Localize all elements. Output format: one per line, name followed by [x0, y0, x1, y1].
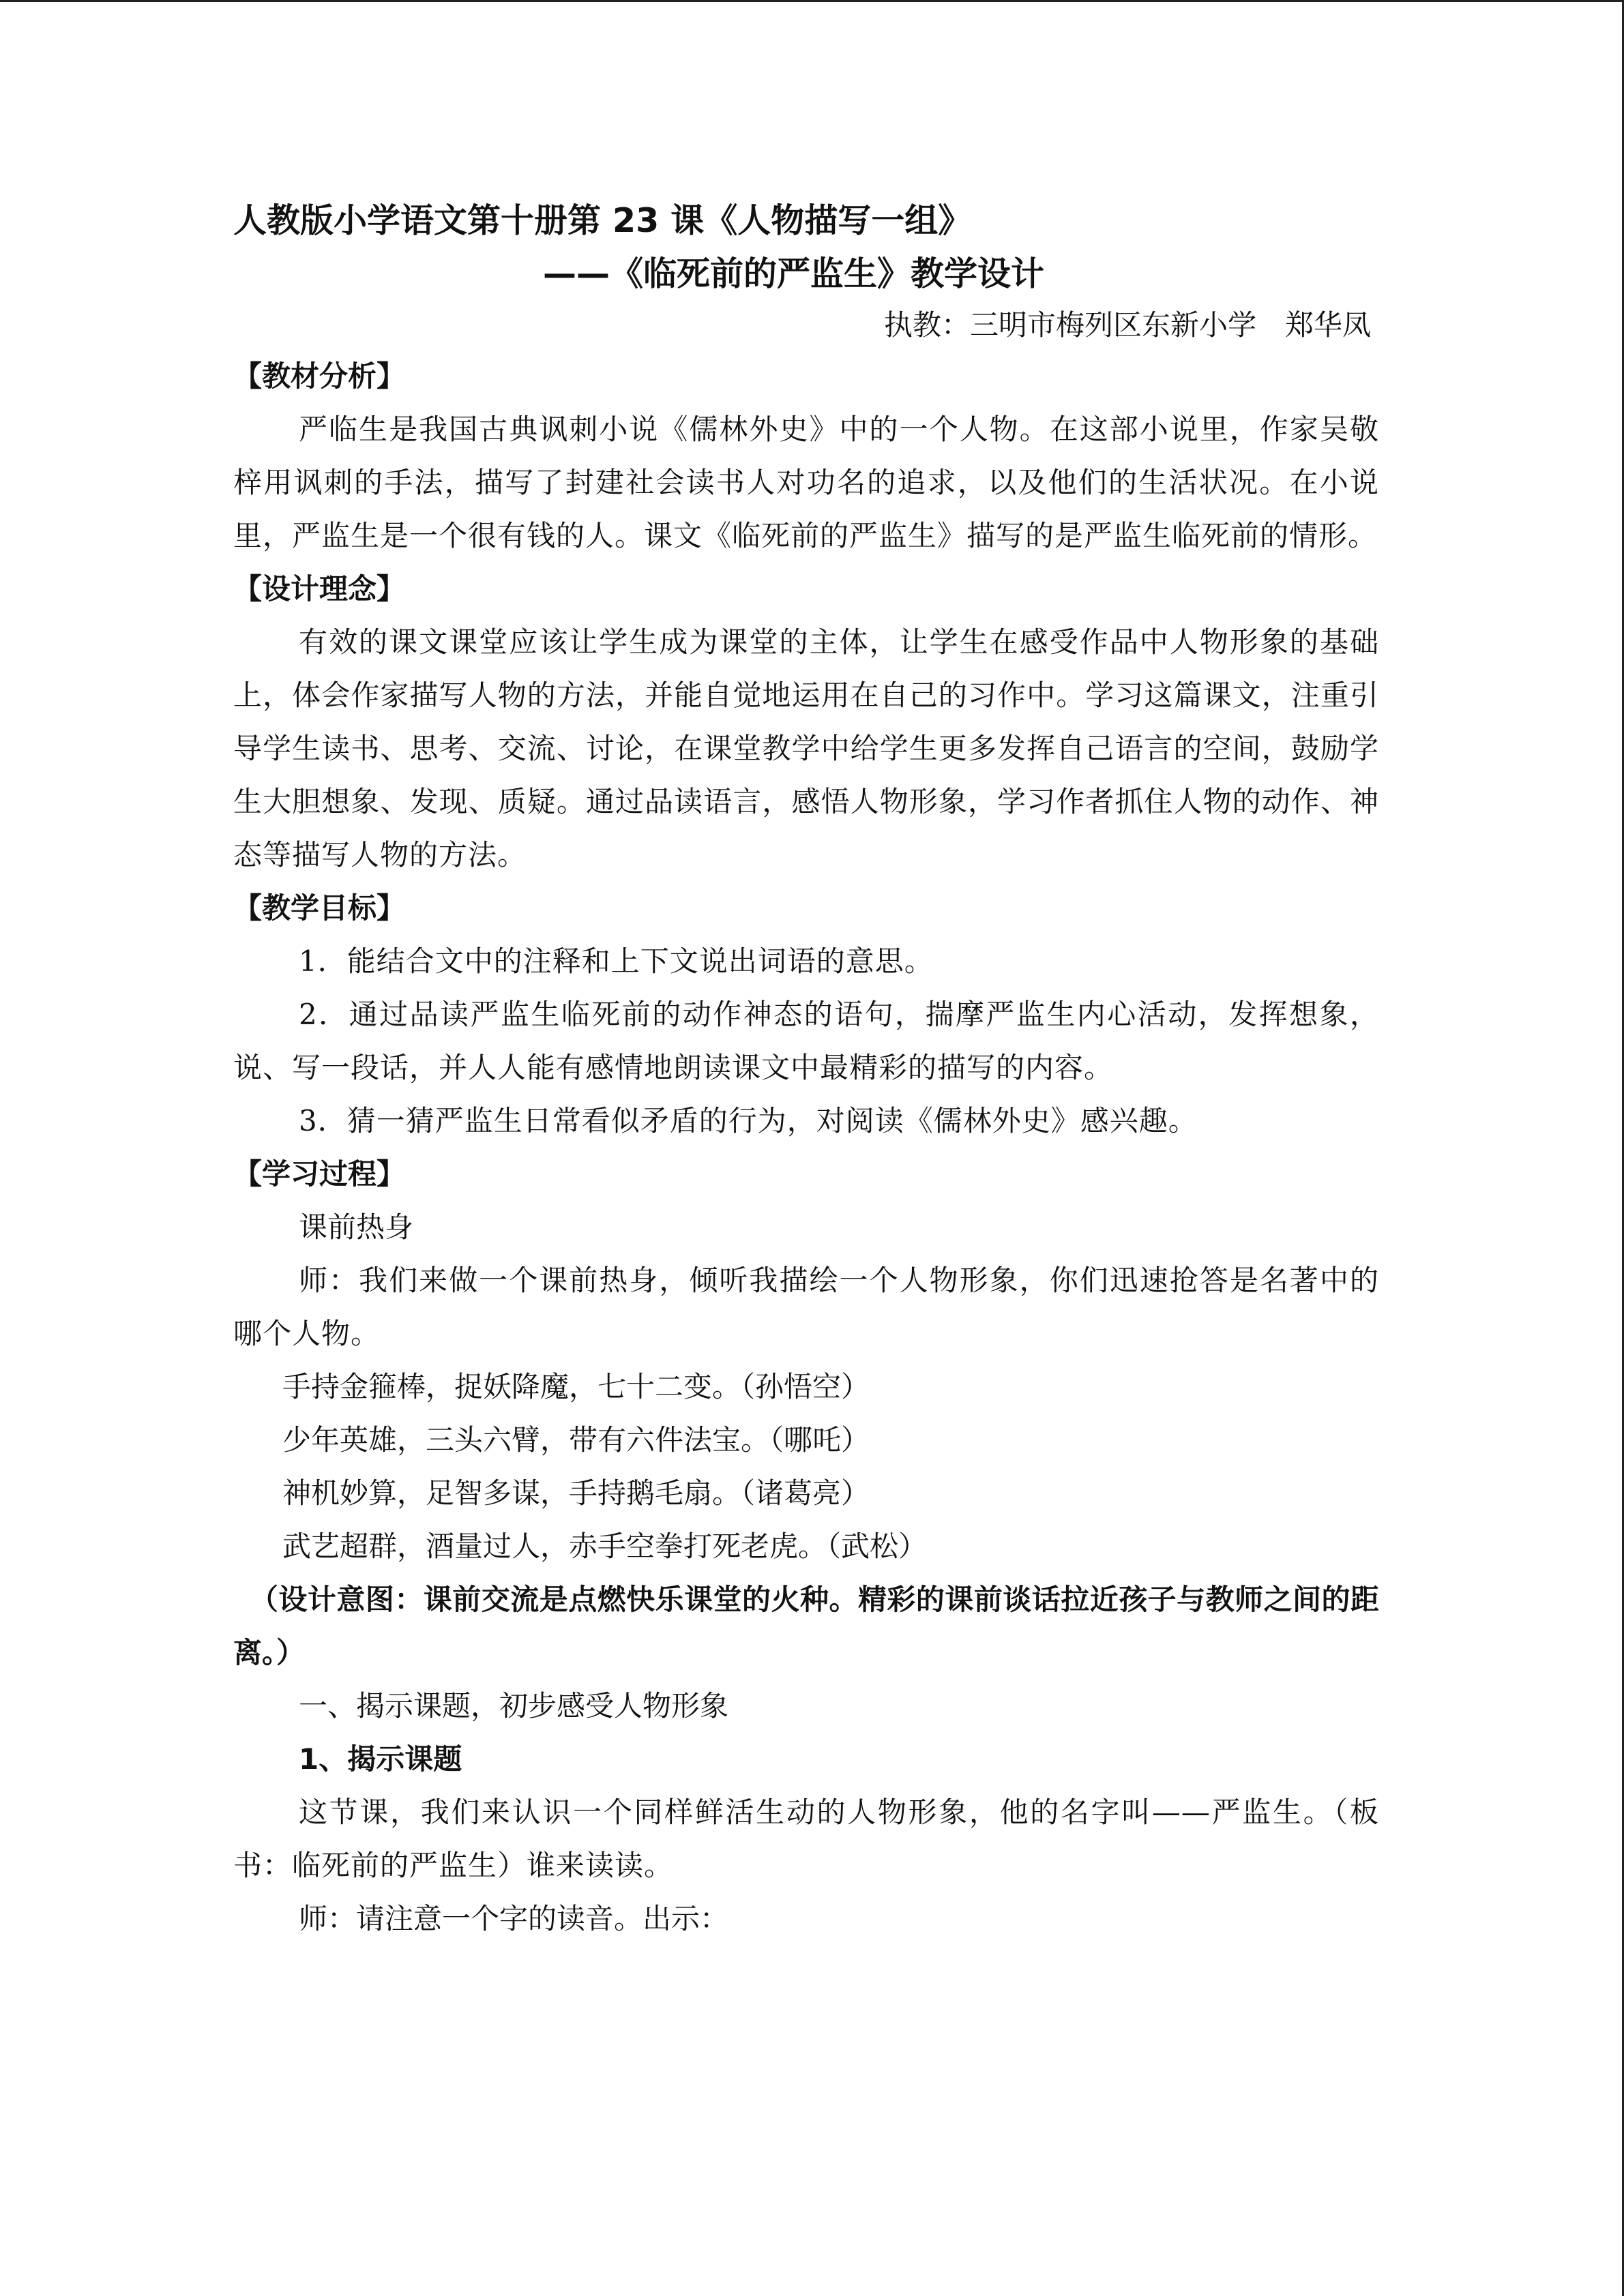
step-one-heading: 一、揭示课题，初步感受人物形象 — [299, 1689, 729, 1723]
design-intent-note: （设计意图：课前交流是点燃快乐课堂的火种。精彩的课前谈话拉近孩子与教师之间的距离。） — [233, 1583, 1379, 1669]
section-heading-teaching-goals: 【教学目标】 — [233, 891, 406, 925]
teaching-goal-item: 3．猜一猜严监生日常看似矛盾的行为，对阅读《儒林外史》感兴趣。 — [299, 1104, 1198, 1137]
teacher-intro-paragraph: 师：我们来做一个课前热身，倾听我描绘一个人物形象，你们迅速抢答是名著中的哪个人物。 — [233, 1264, 1379, 1350]
reveal-topic-paragraph: 这节课，我们来认识一个同样鲜活生动的人物形象，他的名字叫——严监生。（板书：临死前的严监生）谁来读读。 — [233, 1795, 1379, 1882]
riddle-line: 武艺超群，酒量过人，赤手空拳打死老虎。（武松） — [282, 1530, 928, 1563]
warmup-label: 课前热身 — [299, 1210, 414, 1244]
document-subtitle: ——《临死前的严监生》教学设计 — [543, 254, 1045, 293]
section-heading-learning-process: 【学习过程】 — [233, 1157, 406, 1191]
section-heading-textbook-analysis: 【教材分析】 — [233, 359, 406, 393]
teaching-goal-item: 2．通过品读严监生临死前的动作神态的语句，揣摩严监生内心活动，发挥想象，说、写一段话，并人人能有感情地朗读课文中最精彩的描写的内容。 — [233, 998, 1379, 1084]
teacher-pronunciation-line: 师：请注意一个字的读音。出示： — [299, 1902, 729, 1935]
document-body — [233, 194, 1379, 1945]
reveal-topic-subheading: 1、揭示课题 — [299, 1742, 462, 1776]
design-concept-paragraph: 有效的课文课堂应该让学生成为课堂的主体，让学生在感受作品中人物形象的基础上，体会作家描写人物的方法，并能自觉地运用在自己的习作中。学习这篇课文，注重引导学生读书、思考、交流、讨论，在课堂教学中给学生更多发挥自己语言的空间，鼓励学生大胆想象、发现、质疑。通过品读语言，感悟人物形象，学习作者抓住人物的动作、神态等描写人物的方法。 — [233, 625, 1379, 871]
riddle-line: 神机妙算，足智多谋，手持鹅毛扇。（诸葛亮） — [282, 1476, 870, 1510]
riddle-line: 手持金箍棒，捉妖降魔，七十二变。（孙悟空） — [282, 1370, 870, 1403]
page-border-top — [0, 0, 1624, 2]
document-title: 人教版小学语文第十册第 23 课《人物描写一组》 — [233, 201, 972, 240]
teaching-goal-item: 1．能结合文中的注释和上下文说出词语的意思。 — [299, 944, 934, 978]
author-line: 执教：三明市梅列区东新小学 郑华凤 — [883, 308, 1371, 342]
textbook-analysis-paragraph: 严临生是我国古典讽刺小说《儒林外史》中的一个人物。在这部小说里，作家吴敬梓用讽刺的手法，描写了封建社会读书人对功名的追求，以及他们的生活状况。在小说里，严监生是一个很有钱的人。课文《临死前的严监生》描写的是严监生临死前的情形。 — [233, 413, 1379, 552]
riddle-line: 少年英雄，三头六臂，带有六件法宝。（哪吒） — [282, 1423, 870, 1457]
section-heading-design-concept: 【设计理念】 — [233, 572, 406, 606]
